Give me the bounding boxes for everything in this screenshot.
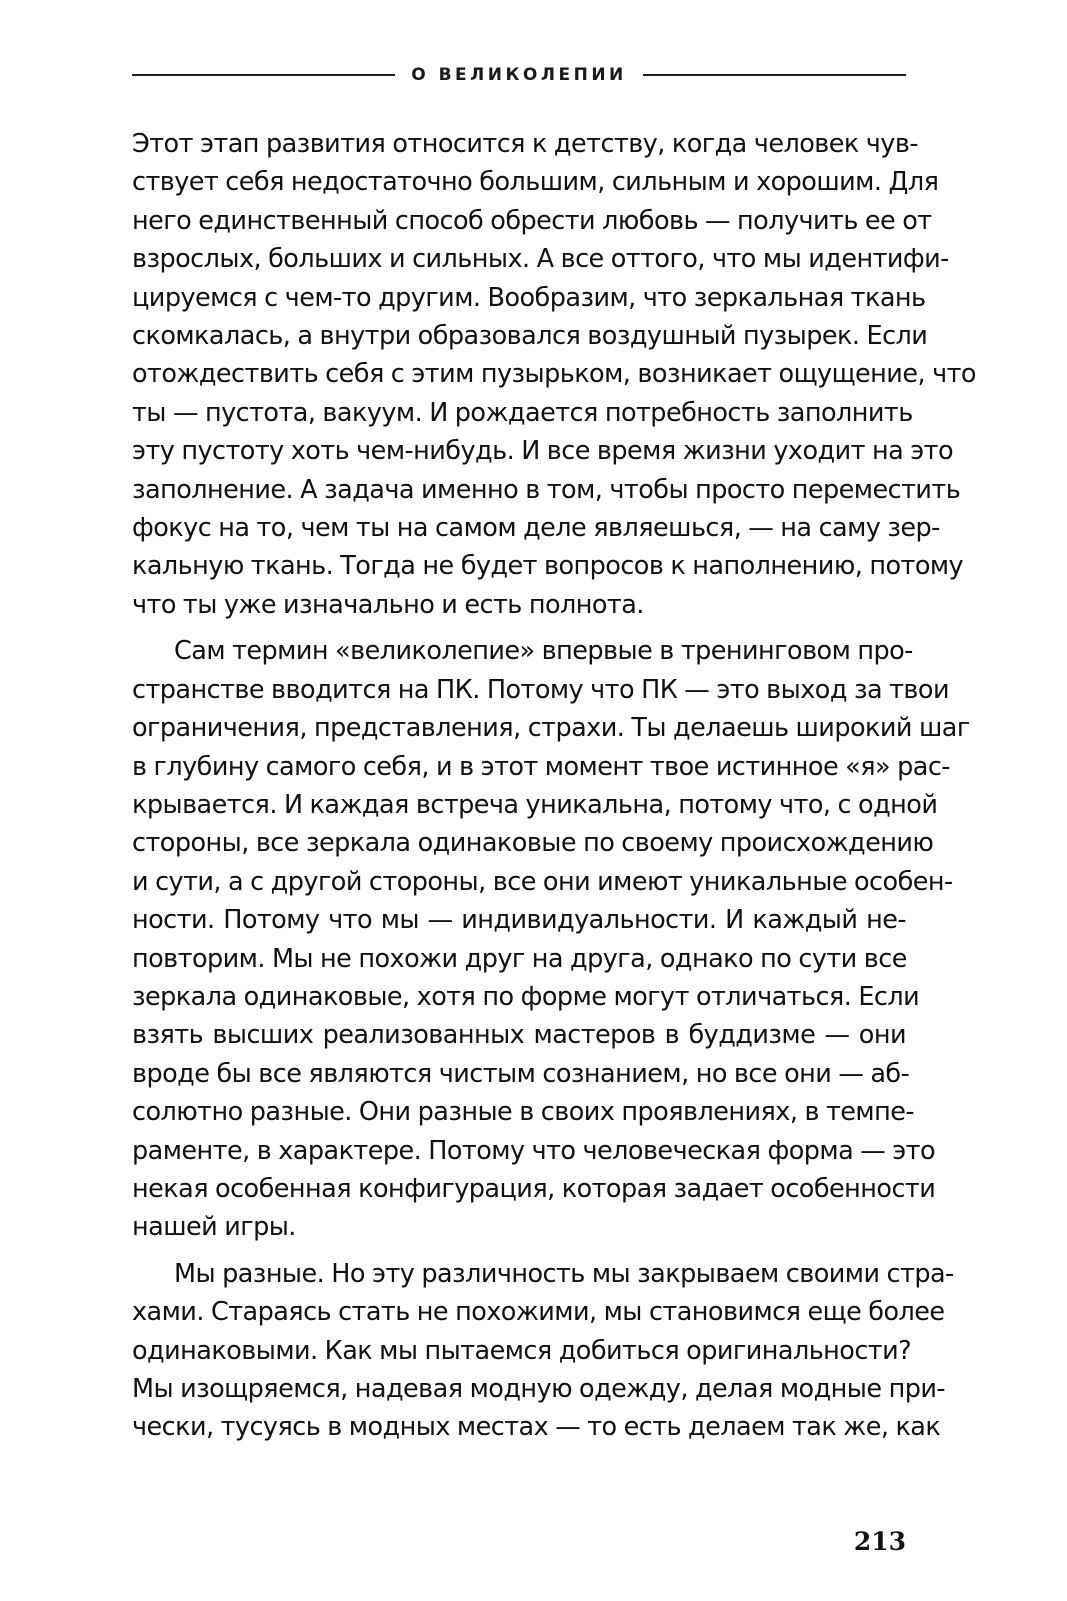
text-line: ствует себя недостаточно большим, сильным и хорошим. Для — [132, 167, 939, 198]
running-head-title: О ВЕЛИКОЛЕПИИ — [411, 65, 627, 85]
text-line: повторим. Мы не похожи друг на друга, однако по сути все — [132, 943, 907, 974]
text-line: некая особенная конфигурация, которая задает особенности — [132, 1173, 936, 1204]
page-number: 213 — [853, 1527, 906, 1556]
paragraph — [132, 1255, 954, 1447]
text-line: цируемся с чем-то другим. Вообразим, что зеркальная ткань — [132, 282, 926, 313]
text-line: заполнение. А задача именно в том, чтобы просто переместить — [132, 474, 961, 505]
text-line: одинаковыми. Как мы пытаемся добиться оригинальности? — [132, 1335, 912, 1366]
text-line: чески, тусуясь в модных местах — то есть делаем так же, как — [132, 1412, 941, 1443]
text-line: крывается. И каждая встреча уникальна, потому что, с одной — [132, 789, 938, 820]
text-line: в глубину самого себя, и в этот момент твое истинное «я» рас- — [132, 751, 950, 782]
text-line: раменте, в характере. Потому что человеческая форма — это — [132, 1135, 936, 1166]
text-line: фокус на то, чем ты на самом деле являешься, — на саму зер- — [132, 513, 940, 544]
text-line: эту пустоту хоть чем-нибудь. И все время жизни уходит на это — [132, 436, 954, 467]
text-line: ности. Потому что мы — индивидуальности. И каждый не- — [132, 905, 906, 936]
text-line: Сам термин «великолепие» впервые в тренинговом про- — [174, 636, 913, 667]
text-line: и сути, а с другой стороны, все они имеют уникальные особен- — [132, 866, 953, 897]
text-line: стороны, все зеркала одинаковые по своему происхождению — [132, 828, 934, 859]
text-line: что ты уже изначально и есть полнота. — [132, 589, 644, 620]
running-head-rule-right — [643, 74, 906, 76]
paragraph — [132, 125, 976, 624]
text-line: ты — пустота, вакуум. И рождается потребность заполнить — [132, 397, 913, 428]
text-line: взять высших реализованных мастеров в буддизме — они — [132, 1020, 906, 1051]
paragraph — [132, 632, 970, 1247]
text-line: взрослых, больших и сильных. А все оттого, что мы идентифи- — [132, 244, 949, 275]
text-line: странстве вводится на ПК. Потому что ПК — это выход за твои — [132, 674, 949, 705]
text-line: Этот этап развития относится к детству, когда человек чув- — [132, 129, 918, 159]
running-head-rule-left — [132, 74, 395, 76]
text-line: солютно разные. Они разные в своих проявлениях, в темпе- — [132, 1097, 915, 1128]
text-line: кальную ткань. Тогда не будет вопросов к наполнению, потому — [132, 551, 964, 582]
text-line: ограничения, представления, страхи. Ты делаешь широкий шаг — [132, 713, 970, 744]
text-line: отождествить себя с этим пузырьком, возникает ощущение, что — [132, 359, 976, 390]
text-line: него единственный способ обрести любовь — получить ее от — [132, 205, 932, 236]
text-line: вроде бы все являются чистым сознанием, но все они — аб- — [132, 1058, 910, 1089]
running-head — [132, 62, 906, 88]
text-line: скомкалась, а внутри образовался воздушный пузырек. Если — [132, 321, 928, 352]
text-line: Мы разные. Но эту различность мы закрываем своими стра- — [174, 1258, 954, 1289]
text-line: Мы изощряемся, надевая модную одежду, делая модные при- — [132, 1374, 946, 1404]
text-line: нашей игры. — [132, 1212, 296, 1243]
text-line: зеркала одинаковые, хотя по форме могут отличаться. Если — [132, 981, 920, 1012]
text-line: хами. Стараясь стать не похожими, мы становимся еще более — [132, 1297, 945, 1328]
body-text — [132, 125, 976, 1455]
